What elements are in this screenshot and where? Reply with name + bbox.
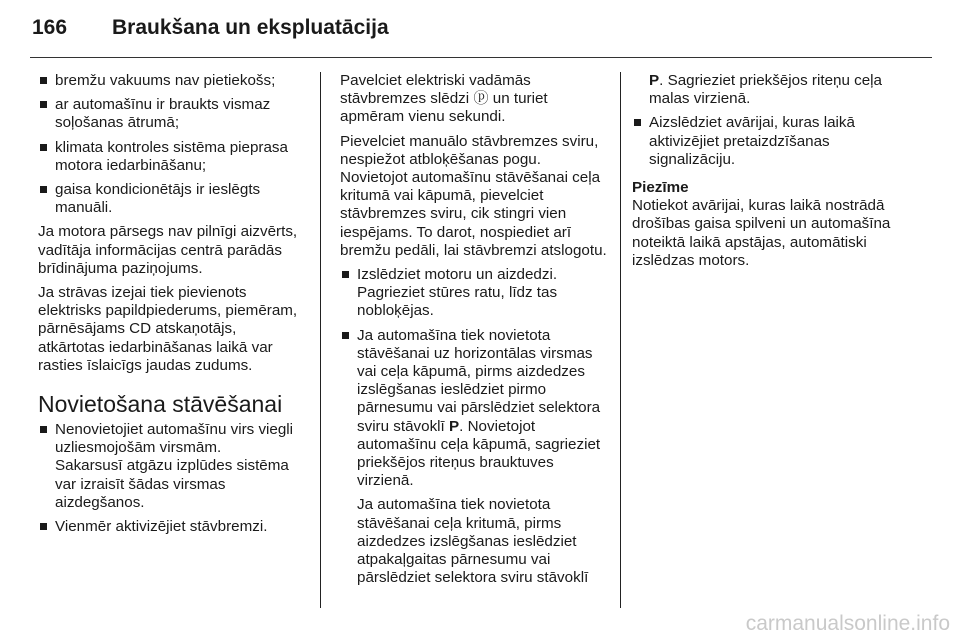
column-2 <box>340 72 608 593</box>
note-text: Notiekot avārijai, kuras laikā nostrādā drošības gaisa spilveni un automašīna noteiktā laikā apstājas, automātiski izslēdzas motors. <box>632 197 891 269</box>
list-item: gaisa kondicionētājs ir ieslēgts manuāli. <box>38 181 306 217</box>
list-item: klimata kontroles sistēma pieprasa motora iedarbināšanu; <box>38 139 306 175</box>
paragraph: Ja motora pārsegs nav pilnīgi aizvērts, vadītāja informācijas centrā parādās brīdinājuma paziņojums. <box>38 223 298 277</box>
page-number: 166 <box>32 16 68 39</box>
list-item: Vienmēr aktivizējiet stāvbremzi. <box>38 518 306 536</box>
watermark: carmanualsonline.info <box>745 612 950 635</box>
list-item: bremžu vakuums nav pietiekošs; <box>38 72 306 90</box>
gear-position-p: P <box>649 72 660 89</box>
list-item: ar automašīnu ir braukts vismaz soļošanas ātrumā; <box>38 96 306 132</box>
text-run: . Novietojot automašīnu ceļa kāpumā, sagrieziet priekšējos riteņus brauktuves virzienā. <box>357 417 601 490</box>
list-item-continuation: Ja automašīna tiek novietota stāvēšanai ceļa kritumā, pirms aizdedzes izslēgšanas ieslēdziet atpakaļgaitas pārnesumu vai pārslēdziet selektora sviru stāvoklī <box>357 496 589 587</box>
paragraph: Ja strāvas izejai tiek pievienots elektrisks papildpiederums, piemēram, pārnēsājams CD atskaņotājs, atkārtotas iedarbināšanas laikā var rasties īslaicīgs jaudas zudums. <box>38 284 298 374</box>
column-1 <box>38 72 306 542</box>
paragraph: Pievelciet manuālo stāvbremzes sviru, nespiežot atbloķēšanas pogu. Novietojot automašīnu stāvēšanai ceļa kritumā vai kāpumā, pievelciet stāvbremzes sviru, cik stingri vien iespējams. To darot, nospiediet arī bremžu pedāli, lai stāvbremzi atslogotu. <box>340 132 607 259</box>
note-title: Piezīme <box>632 179 689 197</box>
list-item: Izslēdziet motoru un aizdedzi. Pagrieziet stūres ratu, līdz tas nobloķējas. <box>340 266 608 321</box>
paragraph: Pavelciet elektriski vadāmās stāvbremzes slēdzi ⓟ un turiet apmēram vienu sekundi. <box>340 72 548 126</box>
list-item: Nenovietojiet automašīnu virs viegli uzliesmojošām virsmām. <box>38 421 306 457</box>
gear-position-p: P <box>449 417 460 435</box>
list-item: Aizslēdziet avārijai, kuras laikā aktivizējiet pretaizdzīšanas signalizāciju. <box>632 114 900 169</box>
text-run: Ja automašīna tiek novietota stāvēšanai uz horizontālas virsmas vai ceļa kāpumā, pirms aizdedzes izslēgšanas ieslēdziet pirmo pārnesumu vai pārslēdziet selektora sviru stāvoklī <box>357 326 601 435</box>
chapter-title: Braukšana un ekspluatācija <box>112 16 389 39</box>
column-divider-1 <box>320 72 321 608</box>
column-3 <box>632 72 900 276</box>
column-divider-2 <box>620 72 621 608</box>
section-heading: Novietošana stāvēšanai <box>38 391 283 418</box>
list-item-continuation <box>632 72 900 108</box>
header-divider <box>30 57 932 58</box>
list-item <box>340 327 608 491</box>
text-run: . Sagrieziet priekšējos riteņu ceļa malas virzienā. <box>649 72 882 108</box>
list-item-continuation: Sakarsusī atgāzu izplūdes sistēma var izraisīt šādas virsmas aizdegšanos. <box>55 457 289 511</box>
